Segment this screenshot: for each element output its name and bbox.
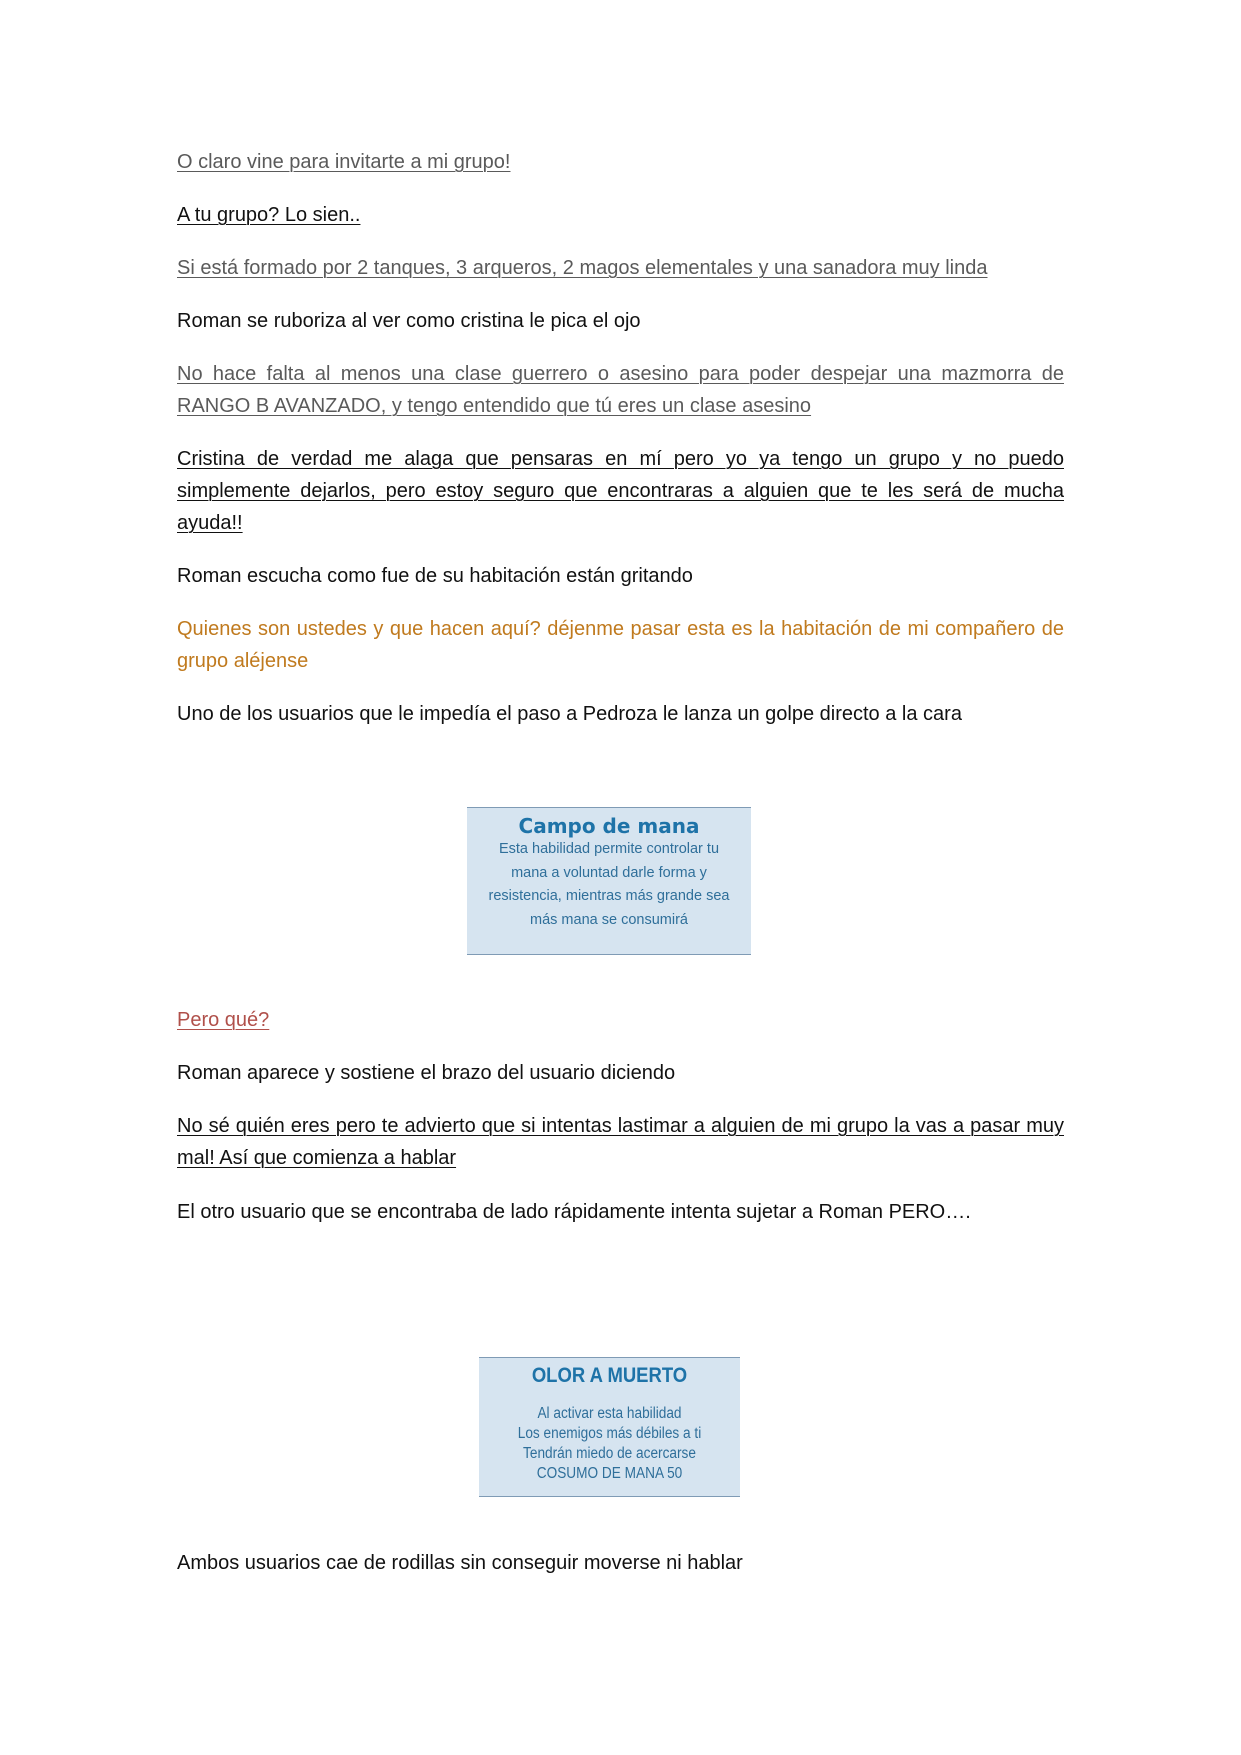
- dialogue-line: Pero qué?: [177, 1009, 270, 1031]
- dialogue-line: Si está formado por 2 tanques, 3 arqueros, 2 magos elementales y una sanadora muy linda: [177, 257, 988, 279]
- dialogue-line: O claro vine para invitarte a mi grupo!: [177, 151, 511, 173]
- narration-line: Roman se ruboriza al ver como cristina le pica el ojo: [177, 310, 641, 332]
- narration-line: Roman escucha como fue de su habitación están gritando: [177, 565, 693, 587]
- skill-description-line: COSUMO DE MANA 50: [536, 1465, 683, 1482]
- skill-box-campo-de-mana: [467, 807, 751, 955]
- skill-box-olor-a-muerto: [479, 1357, 740, 1497]
- narration-line: Ambos usuarios cae de rodillas sin conseguir moverse ni hablar: [177, 1552, 743, 1574]
- skill-description-line: mana a voluntad darle forma y: [511, 864, 707, 881]
- narration-line: Uno de los usuarios que le impedía el paso a Pedroza le lanza un golpe directo a la cara: [177, 703, 962, 725]
- narration-line: El otro usuario que se encontraba de lado rápidamente intenta sujetar a Roman PERO….: [177, 1201, 971, 1223]
- dialogue-line: A tu grupo? Lo sien..: [177, 204, 361, 226]
- skill-description-line: Tendrán miedo de acercarse: [523, 1445, 696, 1462]
- dialogue-line: No sé quién eres pero te advierto que si intentas lastimar a alguien de mi grupo la vas a pasar muy mal! Así que comienza a hablar: [177, 1115, 1064, 1169]
- skill-description-line: Esta habilidad permite controlar tu: [498, 841, 720, 857]
- dialogue-line: No hace falta al menos una clase guerrero o asesino para poder despejar una mazmorra de RANGO B AVANZADO, y tengo entendido que tú eres un clase asesino: [177, 363, 1064, 417]
- skill-title: Campo de mana: [518, 814, 700, 838]
- skill-description-line: más mana se consumirá: [530, 911, 688, 928]
- dialogue-line: Quienes son ustedes y que hacen aquí? déjenme pasar esta es la habitación de mi compañero de grupo aléjense: [177, 618, 1064, 672]
- skill-title: OLOR A MUERTO: [531, 1364, 688, 1387]
- skill-description-line: Los enemigos más débiles a ti: [517, 1425, 702, 1442]
- skill-description-line: Al activar esta habilidad: [537, 1405, 682, 1422]
- skill-description-line: resistencia, mientras más grande sea: [488, 888, 730, 904]
- narration-line: Roman aparece y sostiene el brazo del usuario diciendo: [177, 1062, 676, 1084]
- dialogue-line: Cristina de verdad me alaga que pensaras en mí pero yo ya tengo un grupo y no puedo simplemente dejarlos, pero estoy seguro que encontraras a alguien que te les será de mucha ayuda!!: [177, 448, 1064, 534]
